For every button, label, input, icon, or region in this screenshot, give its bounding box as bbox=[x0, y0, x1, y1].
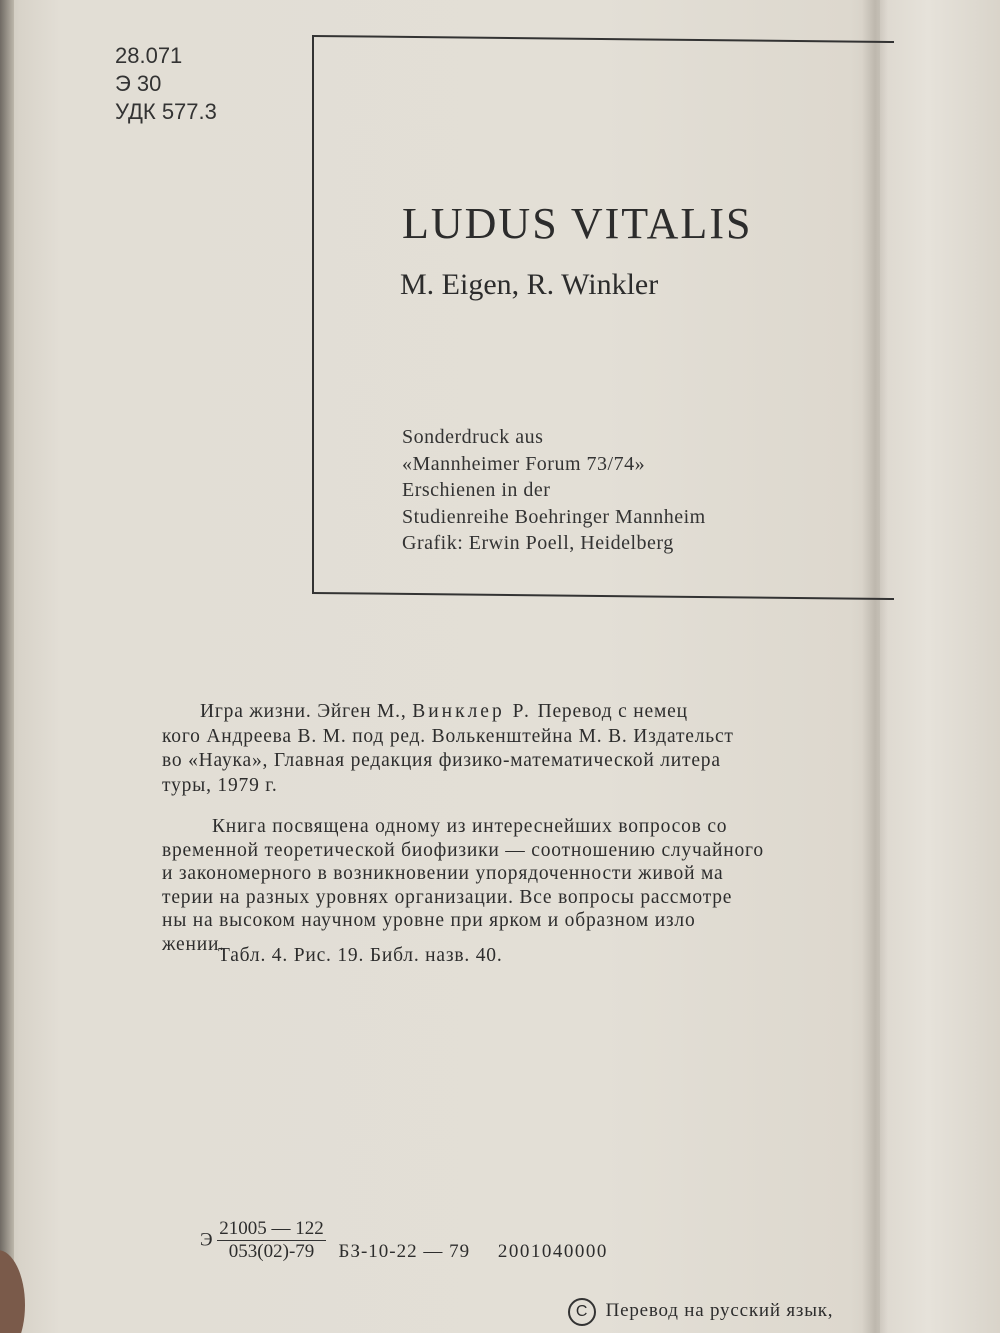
code-plan bbox=[339, 1241, 608, 1263]
catalog-line-3: УДК 577.3 bbox=[115, 99, 217, 124]
german-line-1: Sonderdruck aus bbox=[402, 426, 544, 448]
biblio-line-1 bbox=[162, 700, 734, 725]
book-description bbox=[162, 815, 764, 956]
german-line-3: Erschienen in der bbox=[402, 479, 551, 501]
catalog-line-1: 28.071 bbox=[115, 43, 183, 68]
biblio-author-2: Винклер Р. bbox=[412, 701, 532, 722]
book-authors: M. Eigen, R. Winkler bbox=[400, 268, 659, 301]
code-plan-number: БЗ-10-22 — 79 bbox=[338, 1241, 471, 1262]
desc-line-4: терии на разных уровнях организации. Все вопросы рассмотре bbox=[162, 886, 733, 908]
biblio-line-3: во «Наука», Главная редакция физико-математической литера bbox=[162, 750, 721, 771]
tables-figures-count: Табл. 4. Рис. 19. Библ. назв. 40. bbox=[218, 945, 503, 966]
desc-line-2: временной теоретической биофизики — соотношению случайного bbox=[162, 839, 764, 861]
german-line-5: Grafik: Erwin Poell, Heidelberg bbox=[402, 532, 674, 554]
finger bbox=[0, 1250, 25, 1333]
bibliographic-record bbox=[162, 700, 734, 798]
code-serial: 2001040000 bbox=[497, 1241, 608, 1262]
catalog-codes bbox=[115, 42, 217, 126]
biblio-title: Игра жизни. bbox=[200, 701, 312, 722]
next-page bbox=[880, 0, 1000, 1333]
desc-line-3: и закономерного в возникновении упорядоченности живой ма bbox=[162, 863, 724, 884]
copyright-notice bbox=[568, 1298, 833, 1326]
copyright-icon: C bbox=[568, 1298, 596, 1326]
biblio-line-2: кого Андреева В. М. под ред. Волькенштейна М. В. Издательст bbox=[162, 725, 734, 747]
book-title: LUDUS VITALIS bbox=[402, 199, 753, 248]
code-prefix: Э bbox=[200, 1229, 213, 1251]
german-line-2: «Mannheimer Forum 73/74» bbox=[402, 452, 646, 475]
publisher-code bbox=[200, 1218, 608, 1263]
page-edge-shadow bbox=[0, 0, 14, 1333]
desc-line-1: Книга посвящена одному из интереснейших вопросов со bbox=[212, 816, 728, 837]
biblio-line-4: туры, 1979 г. bbox=[162, 774, 278, 796]
desc-line-5: ны на высоком научном уровне при ярком и образном изло bbox=[162, 910, 696, 931]
german-line-4: Studienreihe Boehringer Mannheim bbox=[402, 505, 706, 528]
catalog-line-2: Э 30 bbox=[115, 71, 162, 96]
biblio-rest: Перевод с немец bbox=[537, 701, 688, 722]
biblio-author-1: Эйген М., bbox=[317, 701, 407, 722]
code-denominator: 053(02)-79 bbox=[228, 1241, 315, 1262]
copyright-text: Перевод на русский язык, bbox=[605, 1300, 834, 1321]
code-numerator: 21005 — 122 bbox=[219, 1218, 324, 1239]
code-fraction bbox=[217, 1218, 326, 1263]
desc-line-6: жении. bbox=[162, 933, 225, 955]
german-imprint bbox=[402, 424, 706, 557]
